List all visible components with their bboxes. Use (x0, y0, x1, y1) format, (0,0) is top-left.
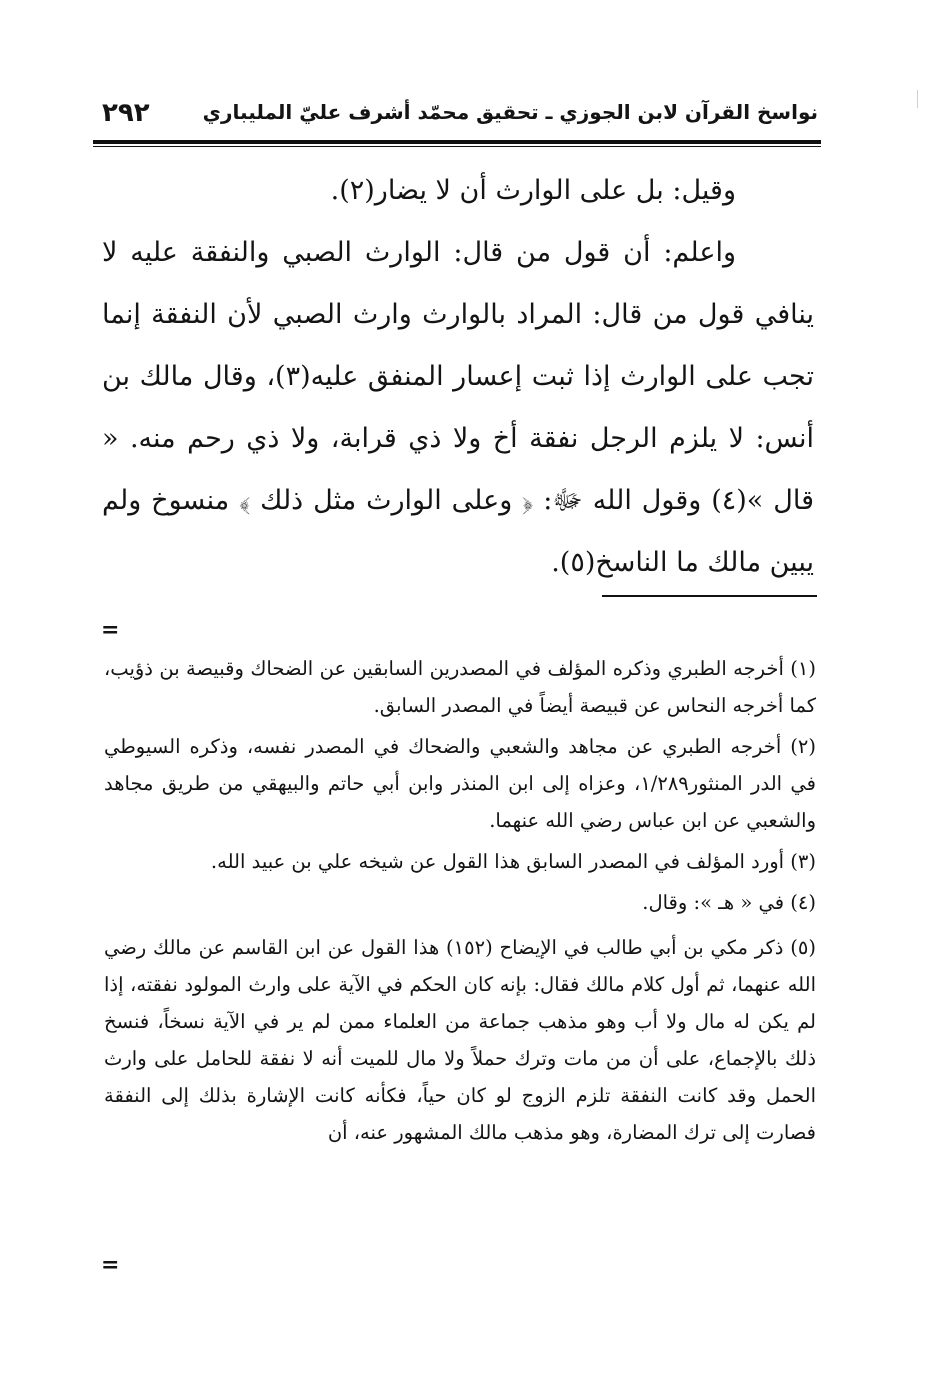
footnote-5: (٥) ذكر مكي بن أبي طالب في الإيضاح (١٥٢) هذا القول عن ابن القاسم عن مالك رضي الله عنهما، ثم أول كلام مالك فقال: بإنه كان الحكم في الآية على وارث المولود نفقته، إذا لم يكن له مال ولا أب وهو مذهب جماعة من العلماء ممن لم ير في الآية نسخاً، فنسخ ذلك بالإجماع، على أن من مات وترك حملاً ولا مال للميت أنه لا نفقة للحامل على وارث الحمل وقد كانت النفقة تلزم الزوج لو كان حياً، فكأنه كانت الإشارة بذلك إلى النفقة فصارت إلى ترك المضارة، وهو مذهب مالك المشهور عنه، أن (104, 936, 816, 1144)
header-rule-thin (93, 146, 821, 147)
footnotes (104, 650, 816, 1155)
continuation-mark-end: = (101, 1252, 120, 1278)
header-rule-thick (93, 140, 821, 144)
paragraph: واعلم: أن قول من قال: الوارث الصبي والنفقة عليه لا ينافي قول من قال: المراد بالوارث وارث الصبي لأن النفقة إنما تجب على الوارث إذا ثبت إعسار المنفق عليه(٣)، وقال مالك بن أنس: لا يلزم الرجل نفقة أخ ولا ذي قرابة، ولا ذي رحم منه. « قال »(٤) وقول الله ﷻ: ﴿ وعلى الوارث مثل ذلك ﴾ منسوخ ولم يبين مالك ما الناسخ(٥). (102, 237, 814, 578)
page-number: ٢٩٢ (102, 98, 150, 128)
footnote-4: (٤) في « هـ »: وقال. (642, 891, 816, 914)
footnote-3: (٣) أورد المؤلف في المصدر السابق هذا القول عن شيخه علي بن عبيد الله. (210, 850, 816, 873)
running-title: نواسخ القرآن لابن الجوزي ـ تحقيق محمّد أشرف عليّ المليباري (202, 100, 818, 124)
continuation-mark: = (101, 617, 120, 643)
footnote-1: (١) أخرجه الطبري وذكره المؤلف في المصدرين السابقين عن الضحاك وقبيصة بن ذؤيب، كما أخرجه النحاس عن قبيصة أيضاً في المصدر السابق. (104, 657, 816, 717)
page-header (96, 96, 818, 136)
main-text (102, 160, 814, 594)
paragraph: وقيل: بل على الوارث أن لا يضار(٢). (330, 175, 736, 206)
footnote-2: (٢) أخرجه الطبري عن مجاهد والشعبي والضحاك في المصدر نفسه، وذكره السيوطي في الدر المنثور١/٢٨٩، وعزاه إلى ابن المنذر وابن أبي حاتم والبيهقي من طريق مجاهد والشعبي عن ابن عباس رضي الله عنهما. (104, 735, 817, 832)
scan-margin-mark (917, 90, 918, 108)
footnote-separator (602, 595, 817, 597)
